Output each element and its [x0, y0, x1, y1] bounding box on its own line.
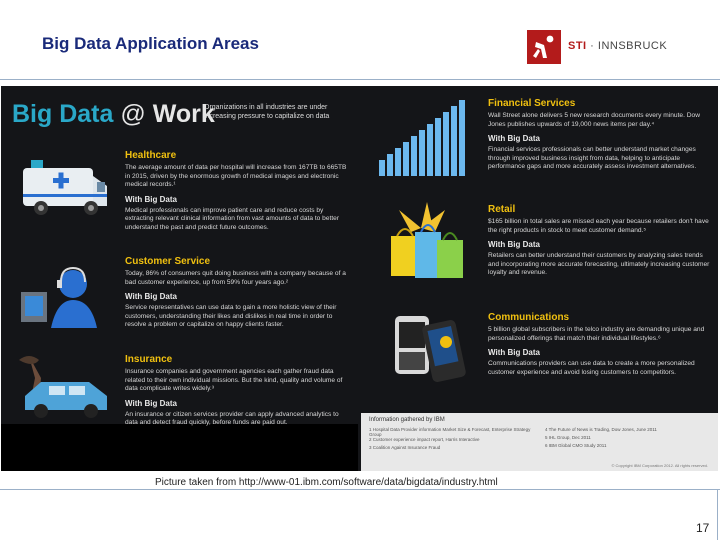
- financial-heading: Financial Services: [488, 98, 576, 109]
- healthcare-text: The average amount of data per hospital will increase from 167TB to 665TB in 2015, driven by the enormous growth of medical images and electronic medical records.¹: [125, 164, 347, 189]
- note-item: 4 The Future of News is Trading, Dow Jones, June 2011: [545, 427, 657, 432]
- healthcare-heading: Healthcare: [125, 150, 177, 161]
- retail-section: [488, 204, 712, 278]
- big-data-infographic: [1, 86, 718, 471]
- ambulance-icon: [13, 146, 113, 226]
- infographic-left-column: [1, 86, 359, 471]
- note-item: 5 IHL Group, Dec 2011: [545, 435, 591, 440]
- retail-heading: Retail: [488, 204, 516, 215]
- communications-with-big-data: With Big Data: [488, 348, 540, 358]
- healthcare-with-text: Medical professionals can improve patient care and reduce costs by extracting relevant clinical information from vast amounts of data to better understand the past and predict future outcomes.: [125, 206, 340, 231]
- sources-footnotes: [361, 413, 718, 471]
- crashed-car-icon: [11, 348, 115, 420]
- shopping-bags-icon: [381, 198, 471, 284]
- sti-innsbruck-logo: [527, 30, 697, 64]
- customer-service-heading: Customer Service: [125, 256, 211, 267]
- title-work: Work: [152, 100, 215, 128]
- communications-heading: Communications: [488, 312, 570, 323]
- communications-section: [488, 312, 712, 377]
- communications-text: 5 billion global subscribers in the telco industry are demanding unique and personalized offerings that match their individual lifestyles.⁶: [488, 326, 705, 342]
- customer-service-text: Today, 86% of consumers quit doing business with a company because of a bad customer experience, up from 59% four years ago.²: [125, 270, 346, 286]
- financial-with-text: Financial services professionals can better understand market changes through improved business insight from data, helping to anticipate performance gaps and more accurately assess investment alternatives.: [488, 146, 697, 171]
- retail-with-text: Retailers can better understand their customers by analyzing sales trends and incorporating more accurate forecasting, ultimately increasing customer loyalty and revenue.: [488, 252, 710, 277]
- healthcare-with-big-data: With Big Data: [125, 194, 177, 204]
- footer-rule: [0, 489, 720, 490]
- copyright: © Copyright IBM Corporation 2012. All rights reserved.: [611, 463, 708, 468]
- insurance-with-text: An insurance or citizen services provider can apply advanced analytics to data and detect fraud quickly, before funds are paid out.: [125, 410, 339, 427]
- header-rule: [0, 79, 720, 80]
- communications-with-text: Communications providers can use data to create a more personalized customer experience and avoid losing customers to competitors.: [488, 360, 695, 376]
- infographic-intro: Organizations in all industries are under increasing pressure to capitalize on data: [204, 104, 330, 120]
- financial-bars-icon: [375, 94, 473, 182]
- slide-title: Big Data Application Areas: [42, 34, 259, 53]
- note-item: 3 Coalition Against Insurance Fraud: [369, 445, 441, 450]
- insurance-with-big-data: With Big Data: [125, 398, 177, 408]
- title-at: @: [120, 100, 146, 128]
- customer-service-with-big-data: With Big Data: [125, 292, 177, 302]
- logo-brand: STI: [568, 40, 587, 52]
- customer-service-section: [125, 256, 353, 330]
- notes-title: Information gathered by IBM: [369, 417, 445, 423]
- financial-text: Wall Street alone delivers 5 new research documents every minute. Dow Jones publishes upwards of 19,000 news items per day.⁴: [488, 112, 700, 128]
- footer-vertical-rule: [717, 489, 718, 540]
- retail-text: $165 billion in total sales are missed each year because retailers don't have the right products in stock to meet customer demand.⁵: [488, 218, 709, 234]
- page-number: 17: [696, 521, 710, 535]
- infographic-title: [12, 100, 215, 129]
- customer-service-with-text: Service representatives can use data to gain a more holistic view of their customers, understanding their likes and dislikes in real time in order to resolve a problem or capitalize on happy clients faster.: [125, 304, 337, 329]
- financial-section: [488, 98, 712, 172]
- title-big-data: Big Data: [12, 100, 114, 128]
- financial-with-big-data: With Big Data: [488, 134, 540, 144]
- sources-notes-panel: [1, 424, 358, 471]
- insurance-heading: Insurance: [125, 354, 173, 365]
- logo-mark-icon: [527, 30, 561, 64]
- healthcare-section: [125, 150, 353, 232]
- logo-text: [568, 40, 667, 52]
- mobile-phones-icon: [391, 306, 471, 386]
- customer-service-agent-icon: [17, 258, 113, 338]
- retail-with-big-data: With Big Data: [488, 240, 540, 250]
- note-item: 1 Hospital Data Provider information Market Size & Forecast, Enterprise Strategy Group: [369, 427, 531, 437]
- note-item: 6 IBM Global CMO Study 2011: [545, 443, 607, 448]
- note-item: 2 Customer experience impact report, Harris Interactive: [369, 437, 480, 442]
- infographic-right-column: [361, 86, 718, 471]
- logo-rest: · INNSBRUCK: [586, 40, 668, 52]
- insurance-text: Insurance companies and government agencies each gather fraud data related to their own individual missions. But the kind, quality and volume of data complicate writes widely.³: [125, 368, 343, 393]
- image-source-caption: Picture taken from http://www-01.ibm.com/software/data/bigdata/industry.html: [155, 477, 498, 488]
- insurance-section: [125, 354, 353, 428]
